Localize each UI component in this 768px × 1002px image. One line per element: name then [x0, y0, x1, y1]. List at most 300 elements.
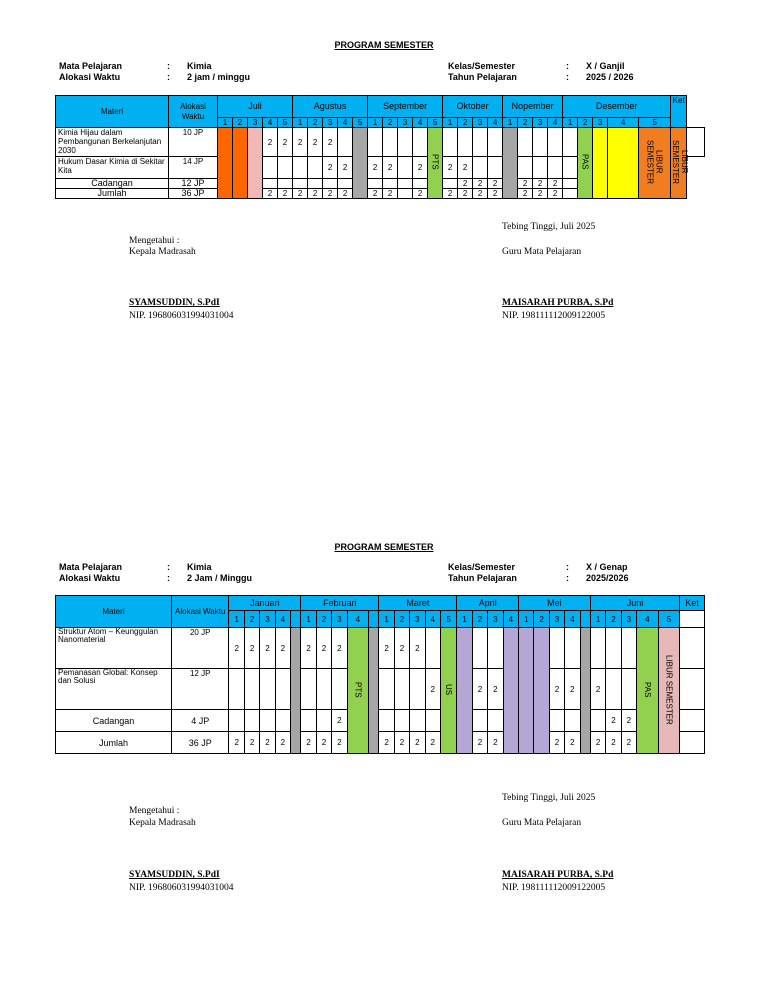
week-cell — [398, 189, 413, 199]
week-cell — [458, 128, 473, 157]
week-cell — [410, 710, 425, 732]
kepala-name: SYAMSUDDIN, S.PdI — [129, 298, 220, 308]
month-januari: Januari — [229, 596, 301, 611]
week-cell: 2 — [425, 669, 440, 710]
week-num — [580, 611, 590, 628]
week-cell: 2 — [443, 189, 458, 199]
week-cell — [383, 128, 398, 157]
week-cell — [338, 128, 353, 157]
week-cell — [565, 710, 580, 732]
us-label: US — [444, 683, 454, 696]
week-cell — [229, 710, 244, 732]
week-num: 2 — [578, 118, 593, 128]
pas-label: PAS — [580, 154, 590, 170]
week-num: 2 — [606, 611, 621, 628]
week-cell — [278, 157, 293, 179]
week-cell: 2 — [301, 732, 316, 754]
guru-name: MAISARAH PURBA, S.Pd — [502, 870, 614, 880]
week-cell — [473, 157, 488, 179]
libur-cell — [658, 628, 680, 754]
week-cell — [383, 179, 398, 189]
alokasi-cell: 12 JP — [171, 669, 228, 710]
week-cell: 2 — [323, 128, 338, 157]
page-title: PROGRAM SEMESTER — [334, 40, 434, 50]
week-cell — [472, 710, 487, 732]
ket-cell — [563, 179, 578, 189]
ket-cell — [680, 669, 705, 710]
month-april: April — [457, 596, 519, 611]
month-mei: Mei — [519, 596, 591, 611]
week-cell: 2 — [472, 669, 487, 710]
week-num: 2 — [233, 118, 248, 128]
week-num: 2 — [244, 611, 259, 628]
week-num: 1 — [293, 118, 308, 128]
alokasi-cell: 12 JP — [169, 179, 218, 189]
place-date: Tebing Tinggi, Juli 2025 — [502, 793, 596, 803]
holiday-cell — [608, 128, 639, 199]
week-cell: 2 — [323, 189, 338, 199]
materi-cell: Cadangan — [56, 710, 172, 732]
week-num: 4 — [565, 611, 580, 628]
week-cell: 2 — [368, 157, 383, 179]
week-cell: 2 — [308, 128, 323, 157]
week-cell — [263, 157, 278, 179]
week-cell — [278, 179, 293, 189]
week-cell — [263, 179, 278, 189]
week-cell — [425, 628, 440, 669]
pts-cell — [428, 128, 443, 199]
week-num: 3 — [248, 118, 263, 128]
mapel-value: Kimia — [187, 61, 212, 71]
us-cell — [440, 628, 456, 754]
holiday-cell — [248, 128, 263, 199]
week-cell: 2 — [278, 128, 293, 157]
week-cell — [260, 710, 275, 732]
col-alokasi: Alokasi Waktu — [169, 96, 218, 128]
week-cell — [473, 128, 488, 157]
week-cell — [332, 669, 347, 710]
libur-cell — [639, 128, 671, 199]
kepala-label: Kepala Madrasah — [129, 247, 196, 257]
week-num: 1 — [218, 118, 233, 128]
week-num: 1 — [503, 118, 518, 128]
week-cell: 2 — [458, 157, 473, 179]
holiday-cell — [291, 628, 301, 754]
week-num: 3 — [260, 611, 275, 628]
week-cell: 2 — [260, 732, 275, 754]
week-cell — [590, 628, 605, 669]
week-num: 3 — [332, 611, 347, 628]
week-cell: 2 — [458, 189, 473, 199]
week-num: 3 — [398, 118, 413, 128]
materi-cell: Pemanasan Global: Konsep dan Solusi — [56, 669, 172, 710]
materi-cell: Struktur Atom – Keunggulan Nanomaterial — [56, 628, 172, 669]
semester-table — [55, 95, 705, 199]
week-cell: 2 — [316, 628, 331, 669]
week-num: 3 — [549, 611, 564, 628]
week-cell — [443, 128, 458, 157]
week-cell — [301, 669, 316, 710]
holiday-cell — [593, 128, 608, 199]
week-cell — [533, 128, 548, 157]
ket-cell — [680, 628, 705, 669]
week-num: 5 — [658, 611, 680, 628]
colon: : — [167, 562, 170, 572]
week-num: 3 — [323, 118, 338, 128]
week-num: 1 — [301, 611, 316, 628]
holiday-cell — [580, 628, 590, 754]
kepala-name: SYAMSUDDIN, S.PdI — [129, 870, 220, 880]
col-ket: Ket — [680, 596, 705, 611]
kelas-label: Kelas/Semester — [448, 61, 516, 71]
materi-cell: Hukum Dasar Kimia di Sekitar Kita — [56, 157, 169, 179]
week-cell: 2 — [472, 732, 487, 754]
week-cell — [368, 179, 383, 189]
ket-cell — [680, 732, 705, 754]
week-cell: 2 — [308, 189, 323, 199]
week-cell — [316, 669, 331, 710]
holiday-cell — [457, 628, 472, 754]
month-agustus: Agustus — [293, 96, 368, 118]
alokasi-cell: 20 JP — [171, 628, 228, 669]
month-oktober: Oktober — [443, 96, 503, 118]
col-ket: Ket — [671, 96, 687, 128]
colon: : — [167, 72, 170, 82]
pas-label: PAS — [642, 681, 652, 698]
pas-cell — [578, 128, 593, 199]
kepala-nip: NIP. 196806031994031004 — [129, 883, 234, 893]
week-cell — [379, 669, 394, 710]
week-cell — [621, 669, 636, 710]
week-cell — [548, 128, 563, 157]
week-cell: 2 — [533, 189, 548, 199]
alokasi-label: Alokasi Waktu — [59, 573, 121, 583]
alokasi-cell: 14 JP — [169, 157, 218, 179]
week-num: 5 — [353, 118, 368, 128]
week-num: 3 — [410, 611, 425, 628]
week-cell: 2 — [590, 669, 605, 710]
kelas-label: Kelas/Semester — [448, 562, 516, 572]
week-cell: 2 — [379, 628, 394, 669]
week-cell — [275, 669, 290, 710]
week-cell — [394, 710, 409, 732]
page-title: PROGRAM SEMESTER — [334, 542, 434, 552]
week-num: 1 — [457, 611, 472, 628]
holiday-cell — [233, 128, 248, 199]
col-materi: Materi — [56, 596, 172, 628]
week-num: 4 — [548, 118, 563, 128]
week-cell — [398, 157, 413, 179]
week-cell: 2 — [316, 732, 331, 754]
week-cell: 2 — [260, 628, 275, 669]
week-cell — [413, 179, 428, 189]
week-num: 3 — [593, 118, 608, 128]
week-cell — [394, 669, 409, 710]
libur-label: LIBUR SEMESTER — [671, 139, 690, 184]
ket-cell — [563, 157, 578, 179]
week-cell: 2 — [533, 179, 548, 189]
alokasi-cell: 36 JP — [169, 189, 218, 199]
week-cell — [606, 669, 621, 710]
pas-cell — [637, 628, 659, 754]
week-cell: 2 — [548, 189, 563, 199]
week-num: 3 — [488, 611, 503, 628]
week-cell: 2 — [606, 732, 621, 754]
month-desember: Desember — [563, 96, 671, 118]
week-cell: 2 — [244, 732, 259, 754]
mapel-label: Mata Pelajaran — [59, 562, 123, 572]
week-num: 1 — [229, 611, 244, 628]
week-cell — [533, 157, 548, 179]
week-cell — [518, 128, 533, 157]
week-num: 1 — [443, 118, 458, 128]
week-cell — [316, 710, 331, 732]
week-num: 4 — [608, 118, 639, 128]
holiday-cell — [519, 628, 534, 754]
week-num: 2 — [383, 118, 398, 128]
week-cell: 2 — [488, 732, 503, 754]
libur-label: LIBUR SEMESTER — [664, 654, 674, 725]
pts-label: PTS — [430, 154, 440, 170]
week-cell: 2 — [229, 732, 244, 754]
week-num: 1 — [519, 611, 534, 628]
week-num: 4 — [263, 118, 278, 128]
week-num: 2 — [458, 118, 473, 128]
materi-cell: Kimia Hijau dalam Pembangunan Berkelanjutan 2030 — [56, 128, 169, 157]
week-cell — [301, 710, 316, 732]
alokasi-value: 2 Jam / Minggu — [187, 573, 253, 583]
guru-label: Guru Mata Pelajaran — [502, 818, 582, 828]
week-num — [369, 611, 379, 628]
week-cell — [488, 628, 503, 669]
week-cell: 2 — [263, 189, 278, 199]
week-cell: 2 — [332, 732, 347, 754]
week-cell: 2 — [488, 669, 503, 710]
colon: : — [566, 573, 569, 583]
week-cell: 2 — [301, 628, 316, 669]
week-cell: 2 — [549, 732, 564, 754]
week-cell: 2 — [410, 628, 425, 669]
week-cell: 2 — [565, 732, 580, 754]
month-nopember: Nopember — [503, 96, 563, 118]
week-num: 5 — [639, 118, 671, 128]
week-cell — [488, 157, 503, 179]
alokasi-cell: 36 JP — [171, 732, 228, 754]
week-num: 2 — [472, 611, 487, 628]
week-cell: 2 — [488, 189, 503, 199]
week-cell — [549, 710, 564, 732]
materi-cell: Jumlah — [56, 189, 169, 199]
week-num: 4 — [413, 118, 428, 128]
week-cell — [443, 179, 458, 189]
week-cell — [260, 669, 275, 710]
week-cell — [323, 179, 338, 189]
week-cell: 2 — [548, 179, 563, 189]
week-cell: 2 — [229, 628, 244, 669]
mapel-label: Mata Pelajaran — [59, 61, 123, 71]
week-cell: 2 — [263, 128, 278, 157]
week-cell: 2 — [293, 189, 308, 199]
week-cell: 2 — [278, 189, 293, 199]
colon: : — [566, 72, 569, 82]
week-cell — [621, 628, 636, 669]
tahun-label: Tahun Pelajaran — [448, 72, 517, 82]
week-cell — [565, 628, 580, 669]
libur-label: LIBUR SEMESTER — [645, 139, 664, 184]
alokasi-label: Alokasi Waktu — [59, 72, 121, 82]
kelas-value: X / Genap — [586, 562, 628, 572]
ket-cell — [687, 128, 705, 157]
week-num: 4 — [637, 611, 659, 628]
week-cell: 2 — [338, 189, 353, 199]
week-cell: 2 — [383, 189, 398, 199]
week-num — [291, 611, 301, 628]
week-cell — [413, 128, 428, 157]
week-num: 1 — [563, 118, 578, 128]
week-cell: 2 — [332, 710, 347, 732]
colon: : — [167, 573, 170, 583]
month-juli: Juli — [218, 96, 293, 118]
week-cell — [379, 710, 394, 732]
month-maret: Maret — [379, 596, 457, 611]
libur-cell — [671, 128, 690, 199]
week-cell — [244, 669, 259, 710]
week-cell: 2 — [338, 157, 353, 179]
week-num: 5 — [440, 611, 456, 628]
week-cell: 2 — [410, 732, 425, 754]
week-num: 4 — [488, 118, 503, 128]
week-num: 4 — [338, 118, 353, 128]
mengetahui-label: Mengetahui : — [129, 236, 180, 246]
week-cell — [229, 669, 244, 710]
week-num: 1 — [590, 611, 605, 628]
week-cell: 2 — [275, 732, 290, 754]
week-num: 2 — [394, 611, 409, 628]
week-cell — [308, 157, 323, 179]
week-cell: 2 — [413, 157, 428, 179]
tahun-value: 2025/2026 — [586, 573, 629, 583]
week-cell: 2 — [621, 732, 636, 754]
week-cell: 2 — [244, 628, 259, 669]
col-alokasi: Alokasi Waktu — [171, 596, 228, 628]
week-cell: 2 — [565, 669, 580, 710]
week-cell — [590, 710, 605, 732]
ket-cell — [680, 611, 705, 628]
week-cell: 2 — [379, 732, 394, 754]
month-september: September — [368, 96, 443, 118]
week-cell — [398, 128, 413, 157]
pts-cell — [347, 628, 369, 754]
week-cell — [518, 157, 533, 179]
materi-cell: Jumlah — [56, 732, 172, 754]
tahun-label: Tahun Pelajaran — [448, 573, 517, 583]
week-cell: 2 — [621, 710, 636, 732]
week-cell: 2 — [323, 157, 338, 179]
materi-cell: Cadangan — [56, 179, 169, 189]
week-cell: 2 — [518, 189, 533, 199]
week-cell: 2 — [332, 628, 347, 669]
mapel-value: Kimia — [187, 562, 212, 572]
week-cell — [472, 628, 487, 669]
week-cell — [410, 669, 425, 710]
month-februari: Februari — [301, 596, 379, 611]
week-cell: 2 — [518, 179, 533, 189]
week-cell — [488, 128, 503, 157]
week-cell: 2 — [488, 179, 503, 189]
guru-nip: NIP. 198111112009122005 — [502, 883, 606, 893]
guru-name: MAISARAH PURBA, S.Pd — [502, 298, 614, 308]
ket-cell — [563, 189, 578, 199]
kepala-label: Kepala Madrasah — [129, 818, 196, 828]
week-cell: 2 — [458, 179, 473, 189]
week-cell — [606, 628, 621, 669]
week-cell: 2 — [473, 189, 488, 199]
week-num: 1 — [368, 118, 383, 128]
week-cell — [368, 128, 383, 157]
week-cell — [425, 710, 440, 732]
holiday-cell — [218, 128, 233, 199]
week-cell — [398, 179, 413, 189]
week-cell — [275, 710, 290, 732]
pts-label: PTS — [353, 681, 363, 698]
kelas-value: X / Ganjil — [586, 61, 625, 71]
week-num: 4 — [275, 611, 290, 628]
alokasi-cell: 10 JP — [169, 128, 218, 157]
week-num: 3 — [473, 118, 488, 128]
week-cell: 2 — [275, 628, 290, 669]
mengetahui-label: Mengetahui : — [129, 806, 180, 816]
holiday-cell — [503, 128, 518, 199]
week-cell: 2 — [293, 128, 308, 157]
week-cell — [244, 710, 259, 732]
week-cell: 2 — [473, 179, 488, 189]
guru-nip: NIP. 198111112009122005 — [502, 311, 606, 321]
week-cell — [293, 179, 308, 189]
week-cell: 2 — [443, 157, 458, 179]
holiday-cell — [353, 128, 368, 199]
tahun-value: 2025 / 2026 — [586, 72, 634, 82]
alokasi-value: 2 jam / minggu — [187, 72, 251, 82]
week-cell — [308, 179, 323, 189]
week-cell — [563, 128, 578, 157]
colon: : — [566, 61, 569, 71]
kepala-nip: NIP. 196806031994031004 — [129, 311, 234, 321]
week-cell: 2 — [383, 157, 398, 179]
month-juni: Juni — [590, 596, 679, 611]
week-cell: 2 — [368, 189, 383, 199]
week-cell: 2 — [590, 732, 605, 754]
week-cell — [549, 628, 564, 669]
week-num: 3 — [533, 118, 548, 128]
colon: : — [566, 562, 569, 572]
place-date: Tebing Tinggi, Juli 2025 — [502, 222, 596, 232]
holiday-cell — [369, 628, 379, 754]
week-num: 4 — [425, 611, 440, 628]
week-num: 1 — [379, 611, 394, 628]
ket-cell — [680, 710, 705, 732]
week-cell: 2 — [394, 628, 409, 669]
guru-label: Guru Mata Pelajaran — [502, 247, 582, 257]
week-cell: 2 — [549, 669, 564, 710]
holiday-cell — [503, 628, 518, 754]
week-num: 4 — [347, 611, 369, 628]
alokasi-cell: 4 JP — [171, 710, 228, 732]
week-num: 2 — [534, 611, 549, 628]
week-cell — [488, 710, 503, 732]
week-cell — [548, 157, 563, 179]
week-num: 5 — [428, 118, 443, 128]
week-cell: 2 — [425, 732, 440, 754]
